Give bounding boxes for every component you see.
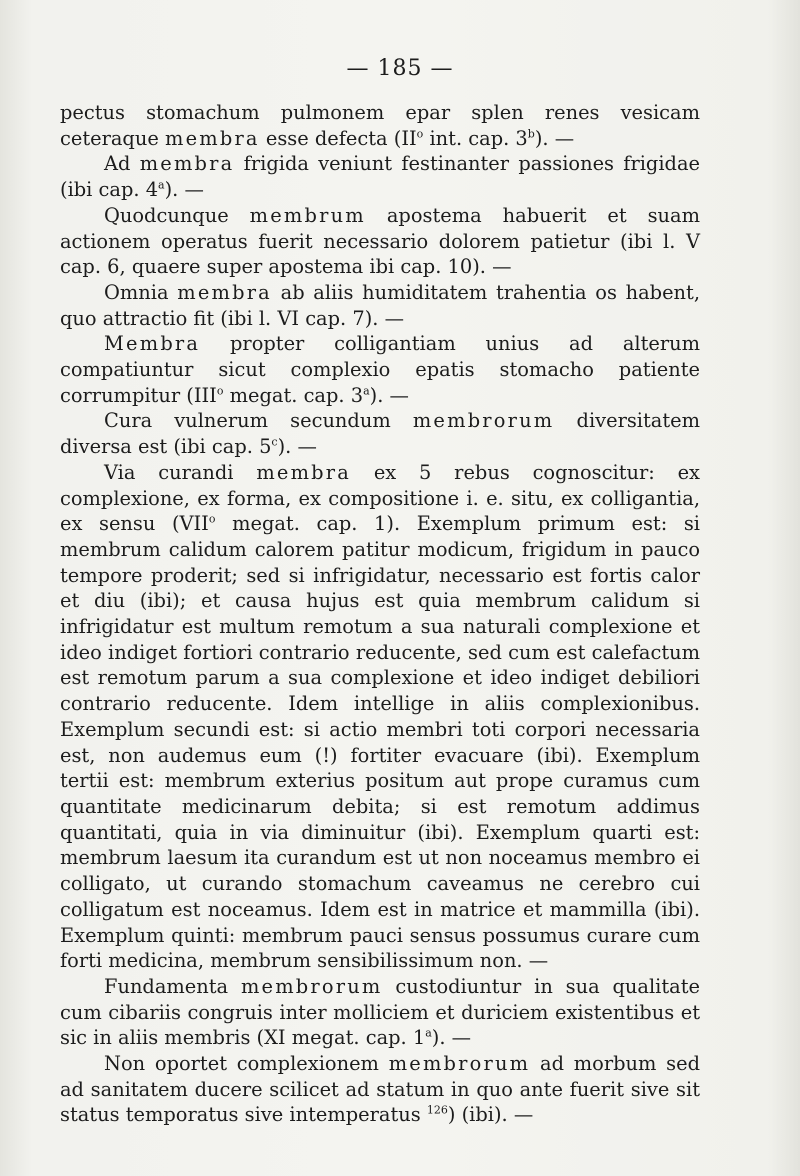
paragraph <box>60 203 700 280</box>
spaced-term: membrorum <box>240 974 383 998</box>
paragraph-text: ex 5 rebus cognoscitur: ex complexione, ex forma, ex compositione i. e. situ, ex colligantia, ex sensu (VII <box>60 460 700 536</box>
superscript: a <box>425 1026 432 1040</box>
superscript: a <box>363 384 370 398</box>
paragraph-text: ). — <box>277 435 317 459</box>
paragraph-text: ). — <box>431 1026 472 1050</box>
paragraph-text: Quodcunque <box>104 203 250 227</box>
spaced-term: membra <box>139 152 235 176</box>
paragraph-text: megat. cap. 1). Exemplum primum est: si membrum calidum calorem patitur modicum, frigidum in pauco tempore proderit; sed si infrigidatur, necessario est fortis calor et diu (ibi); et causa hujus est quia membrum calidum si infrigidatur est multum remotum a sua naturali complexione et ideo indiget fortiori contrario reducente, sed cum est calefactum est remotum parum a sua complexione et ideo indiget debiliori contrario reducente. Idem intellige in aliis complexionibus. Exemplum secundi est: si actio membri toti corpori necessaria est, non audemus eum (!) fortiter evacuare (ibi). Exemplum tertii est: membrum exterius positum aut prope curamus cum quantitate medicinarum debita; si est remotum addimus quantitati, quia in via diminuitur (ibi). Exemplum quarti est: membrum laesum ita curandum est ut non noceamus membro ei colligato, ut curando stomachum caveamus ne cerebro cui colligatum est noceamus. Idem est in matrice et mammilla (ibi). Exemplum quinti: membrum pauci sensus possumus curare cum forti medicina, membrum sensibilissimum non. — <box>60 512 701 973</box>
spaced-term: membra <box>177 280 272 304</box>
paragraph-text: Fundamenta <box>104 974 241 998</box>
paragraph-text: apostema habuerit et suam actionem operatus fuerit necessario dolorem patietur (ibi l. V cap. 6, quaere super apostema ibi cap. 10). — <box>60 203 700 279</box>
page-number: — 185 — <box>346 56 454 81</box>
paragraph-text: diversitatem diversa est (ibi cap. 5 <box>60 409 701 459</box>
paragraph-text: Ad <box>104 152 140 176</box>
paragraph-text: ). — <box>164 178 204 202</box>
footnote-marker: 126 <box>426 1103 448 1117</box>
paragraph <box>60 408 700 459</box>
paragraph-text: Cura vulnerum secundum <box>104 409 413 433</box>
paragraph-text: ) (ibi). — <box>447 1103 534 1127</box>
superscript: o <box>216 384 224 398</box>
body-text <box>60 100 700 1128</box>
paragraph-text: propter colligantiam unius ad alterum compatiuntur sicut complexio epatis stomacho patiente corrumpitur (III <box>60 332 700 407</box>
superscript: o <box>208 512 216 526</box>
spaced-term: Membra <box>104 332 201 356</box>
paragraph-text: pectus stomachum pulmonem epar splen renes vesicam ceteraque <box>60 101 700 150</box>
paragraph-text: int. cap. 3 <box>423 126 528 150</box>
spaced-term: membrorum <box>388 1052 531 1076</box>
superscript: a <box>158 178 165 192</box>
spaced-term: membra <box>256 460 352 484</box>
paragraph <box>60 460 700 974</box>
paragraph <box>60 151 700 202</box>
paragraph-text: ). — <box>369 383 409 407</box>
spaced-term: membra <box>164 126 260 150</box>
paragraph-text: ). — <box>534 126 575 150</box>
paragraph-text: esse defecta (II <box>259 126 417 150</box>
superscript: c <box>271 435 278 449</box>
paragraph-text: Non oportet complexionem <box>104 1052 389 1076</box>
paragraph-text: megat. cap. 3 <box>223 383 364 407</box>
superscript: b <box>527 127 535 141</box>
paragraph <box>60 974 700 1051</box>
paragraph <box>60 280 700 331</box>
superscript: o <box>416 127 424 141</box>
paragraph-text: frigida veniunt festinanter passiones frigidae (ibi cap. 4 <box>60 152 700 202</box>
paragraph-text: Omnia <box>104 280 178 304</box>
spaced-term: membrum <box>249 203 366 227</box>
spaced-term: membrorum <box>412 409 555 433</box>
paragraph <box>60 100 700 151</box>
paragraph-text: ad morbum sed ad sanitatem ducere scilicet ad statum in quo ante fuerit sive sit status temporatus sive intemperatus <box>60 1052 700 1127</box>
paragraph <box>60 1051 700 1128</box>
paragraph-text: ab aliis humiditatem trahentia os habent, quo attractio fit (ibi l. VI cap. 7). — <box>60 280 700 330</box>
paragraph-text: custodiuntur in sua qualitate cum cibariis congruis inter molliciem et duriciem existentibus et sic in aliis membris (XI megat. cap. 1 <box>60 974 700 1050</box>
paragraph <box>60 331 700 408</box>
paragraph-text: Via curandi <box>104 460 257 484</box>
